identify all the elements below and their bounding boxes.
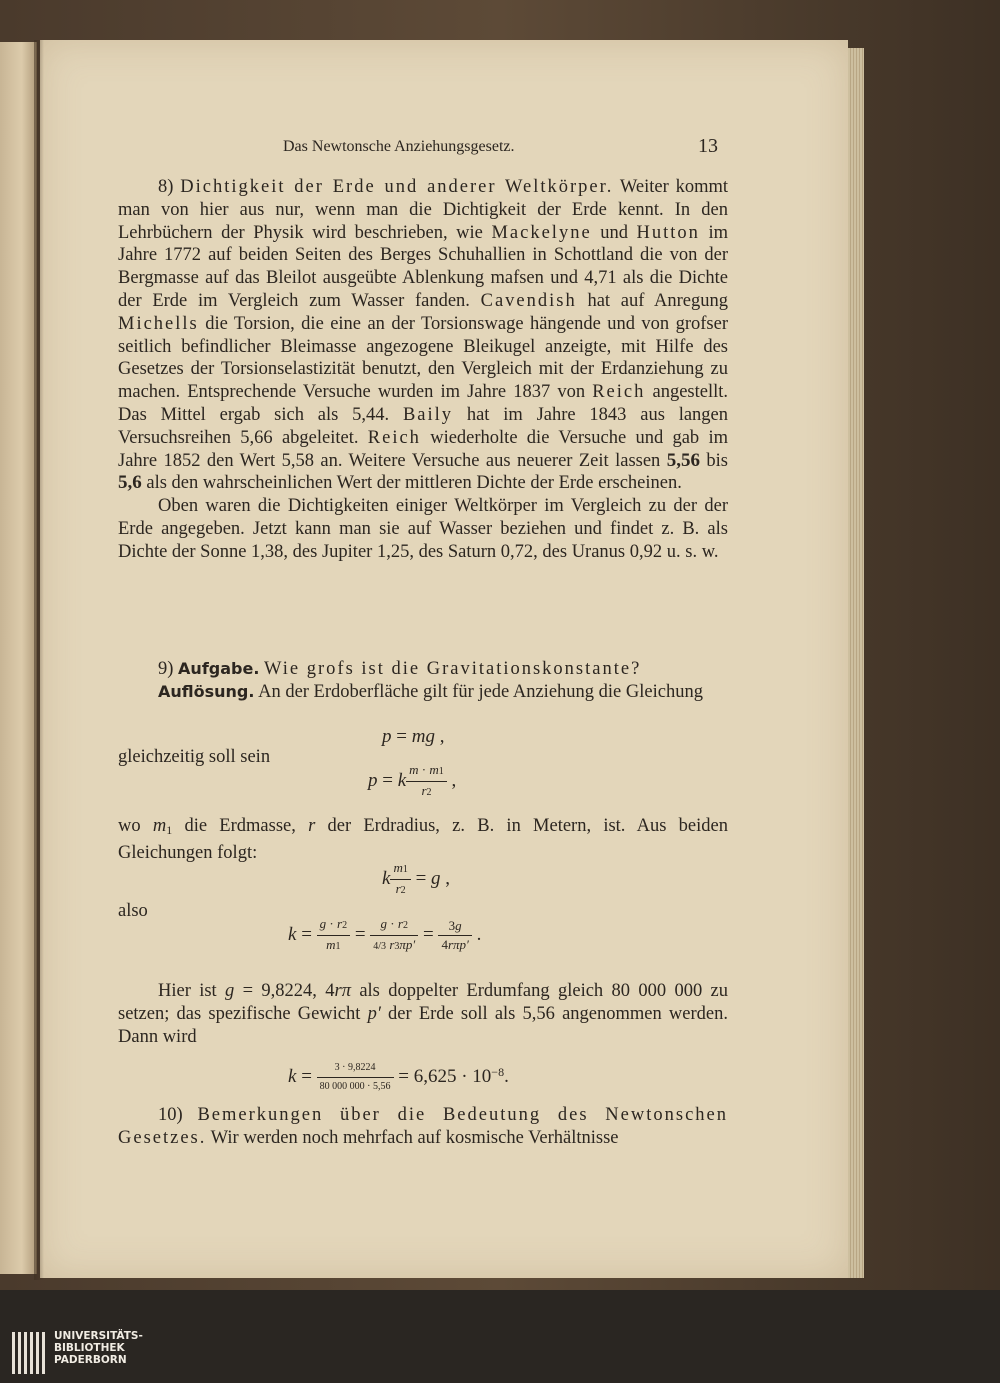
running-header <box>118 135 718 162</box>
section-10-heading: Bemerkungen über die Bedeutung des Newtonschen Gesetzes. <box>118 1105 728 1148</box>
page-stack-edge <box>848 48 864 1278</box>
section-9-text-2: gleichzeitig soll sein <box>118 747 271 767</box>
section-9-text-3: wo $m_1$ die Erdmasse, r der Erdradius, z. B. in Metern, ist. Aus beiden Gleichungen folgt: <box>118 816 728 863</box>
name-michells: Michells <box>118 313 199 334</box>
spine-shadow <box>34 40 44 1280</box>
equation-p-mg: p = mg , <box>382 726 445 747</box>
section-9 <box>118 658 728 704</box>
section-8-heading: Dichtigkeit der Erde und anderer Weltkörper. <box>180 177 614 197</box>
logo-text: UNIVERSITÄTS- BIBLIOTHEK PADERBORN <box>54 1330 143 1366</box>
bold-value-2: 5,6 <box>118 472 142 494</box>
logo-bars-icon <box>12 1332 50 1374</box>
result-exponent: −8 <box>491 1064 505 1079</box>
name-cavendish: Cavendish <box>480 290 577 311</box>
result-value: = 6,625 · 10 <box>398 1065 492 1087</box>
section-9-solution: Auflösung. An der Erdoberfläche gilt für jede Anziehung die Gleichung <box>158 681 703 702</box>
left-page-edge <box>0 42 37 1274</box>
section-8 <box>118 176 728 564</box>
section-8-paragraph-1: 8) Dichtigkeit der Erde und anderer Weltkörper. Weiter kommt man von hier aus nur, wenn man die Dichtigkeit der Erde kennt. In den Lehrbüchern der Physik wird beschrieben, wie Mackelyne und Hutton im Jahre 1772 auf beiden Seiten des Berges Schuhallien in Schottland die von der Bergmasse auf das Bleilot ausgeübte Ablenkung mafsen und 4,71 als die Dichte der Erde im Vergleich zum Wasser fanden. Cavendish hat auf Anregung Michells die Torsion, die eine an der Torsionswage hängende und von grofser seitlich befindlicher Bleimasse angezogene Bleikugel anzeigte, mit Hilfe des Gesetzes der Torsionselastizität benutzt, den Vergleich mit der Erdanziehung zu machen. Entsprechende Versuche wurden im Jahre 1837 von Reich angestellt. Das Mittel ergab sich als 5,44. Baily hat im Jahre 1843 aus langen Versuchsreihen 5,66 abgeleitet. Reich wiederholte die Versuche und gab im Jahre 1852 den Wert 5,58 an. Weitere Versuche aus neuerer Zeit lassen 5,56 bis 5,6 als den wahrscheinlichen Wert der mittleren Dichte der Erde erscheinen. <box>118 177 729 494</box>
page-number: 13 <box>698 135 718 157</box>
name-maskelyne: Mackelyne <box>491 222 592 243</box>
label-solution: Auflösung. <box>158 681 255 701</box>
section-8-paragraph-2: Oben waren die Dichtigkeiten einiger Weltkörper im Vergleich zu der der Erde angegeben. Jetzt kann man sie auf Wasser beziehen und findet z. B. als Dichte der Sonne 1,38, des Jupiter 1,25, des Saturn 0,72, des Uranus 0,92 u. s. w. <box>118 496 728 562</box>
equation-p-gravity: p = k $\frac{m \cdot m1}{r2}$ , <box>368 762 457 798</box>
equation-k-solution: k = $\frac{g \cdot r2}{m1}$ = $\frac{g \cdot r2}{4/3 r3\pi p'}$ = $\frac{3g}{\text{4rπp′}}$ . <box>288 916 482 952</box>
equation-k-ratio: k $\frac{m1}{r2}$ = g , <box>382 860 451 896</box>
result-numerator: 3 · 9,8224 <box>317 1060 394 1078</box>
equation-k-result: k = $\frac{3 \cdot 9,8224}{80 000 000 \cdot 5,56}$ = $6,625 \cdot 10^{-8}$. <box>288 1060 509 1095</box>
section-9-text-4: also <box>118 901 148 921</box>
name-reich: Reich <box>592 382 646 403</box>
bold-value-1: 5,56 <box>666 449 700 471</box>
section-9-question: 9) Aufgabe. Wie grofs ist die Gravitationskonstante? <box>158 659 642 679</box>
name-reich-2: Reich <box>367 427 421 448</box>
name-hutton: Hutton <box>636 222 700 243</box>
result-denominator: 80 000 000 · 5,56 <box>319 1081 391 1092</box>
name-baily: Baily <box>402 404 454 425</box>
running-title: Das Newtonsche Anziehungsgesetz. <box>283 138 515 155</box>
section-10: 10) Bemerkungen über die Bedeutung des Newtonschen Gesetzes. Wir werden noch mehrfach auf kosmische Verhältnisse <box>118 1105 728 1148</box>
label-task: Aufgabe. <box>178 659 260 678</box>
section-9-text-5: Hier ist g = 9,8224, 4rπ als doppelter Erdumfang gleich 80 000 000 zu setzen; das spezifische Gewicht p′ der Erde soll als 5,56 angenommen werden. Dann wird <box>118 981 729 1047</box>
